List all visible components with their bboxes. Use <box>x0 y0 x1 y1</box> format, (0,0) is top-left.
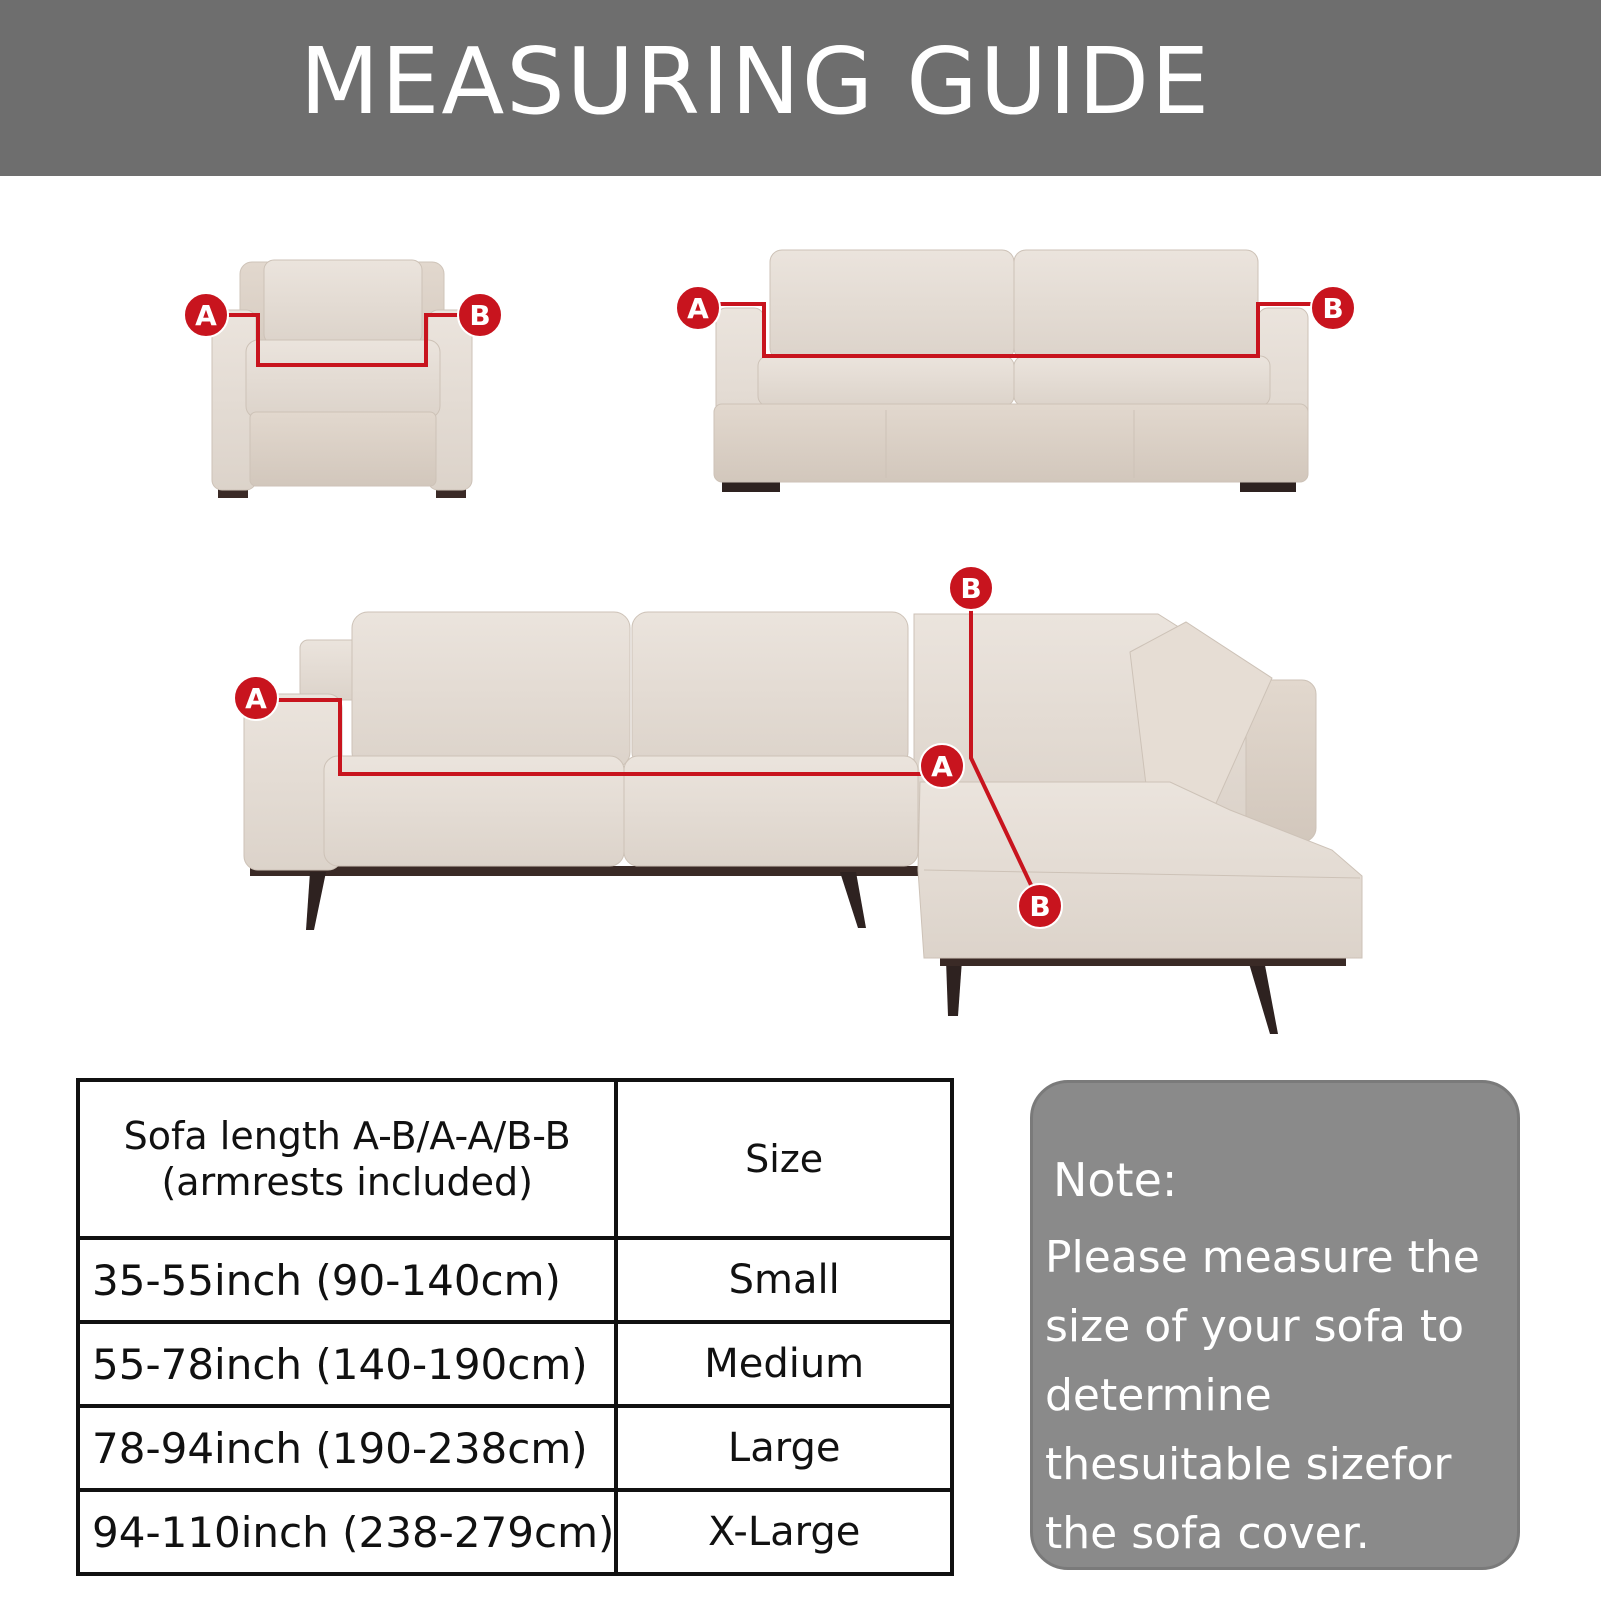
table-row <box>78 1238 952 1322</box>
svg-text:A: A <box>687 292 709 325</box>
size-cell: X-Large <box>616 1490 952 1574</box>
svg-text:B: B <box>960 572 982 605</box>
page-title: MEASURING GUIDE <box>299 28 1212 135</box>
table-row <box>78 1322 952 1406</box>
size-column-header: Size <box>616 1080 952 1238</box>
size-chart-table <box>76 1078 954 1576</box>
note-box <box>1030 1080 1520 1570</box>
size-cell: Large <box>616 1406 952 1490</box>
sectional-sofa-diagram <box>244 595 1362 1034</box>
svg-text:B: B <box>1029 890 1051 923</box>
length-column-header: Sofa length A-B/A-A/B-B (armrests included) <box>78 1080 616 1238</box>
marker-b-armchair <box>458 293 502 337</box>
svg-text:A: A <box>931 750 953 783</box>
armchair-diagram <box>208 260 478 498</box>
note-title: Note: <box>1053 1153 1178 1207</box>
table-row <box>78 1406 952 1490</box>
marker-b-sofa <box>1311 286 1355 330</box>
length-cell: 94-110inch (238-279cm) <box>78 1490 616 1574</box>
length-cell: 35-55inch (90-140cm) <box>78 1238 616 1322</box>
length-cell: 55-78inch (140-190cm) <box>78 1322 616 1406</box>
svg-text:A: A <box>245 682 267 715</box>
marker-b-sectional-bottom <box>1018 884 1062 928</box>
length-cell: 78-94inch (190-238cm) <box>78 1406 616 1490</box>
marker-b-sectional-top <box>949 566 993 610</box>
size-cell: Medium <box>616 1322 952 1406</box>
svg-text:A: A <box>195 299 217 332</box>
three-seat-sofa-diagram <box>700 250 1320 492</box>
marker-a-sectional-left <box>234 676 278 720</box>
marker-a-sofa <box>676 286 720 330</box>
table-row <box>78 1490 952 1574</box>
svg-text:B: B <box>1322 292 1344 325</box>
note-body: Please measure the size of your sofa to determine thesuitable sizefor the sofa cover. <box>1045 1232 1480 1559</box>
marker-a-armchair <box>184 293 228 337</box>
size-cell: Small <box>616 1238 952 1322</box>
marker-a-sectional-corner <box>920 744 964 788</box>
table-header-row <box>78 1080 952 1238</box>
svg-text:B: B <box>469 299 491 332</box>
